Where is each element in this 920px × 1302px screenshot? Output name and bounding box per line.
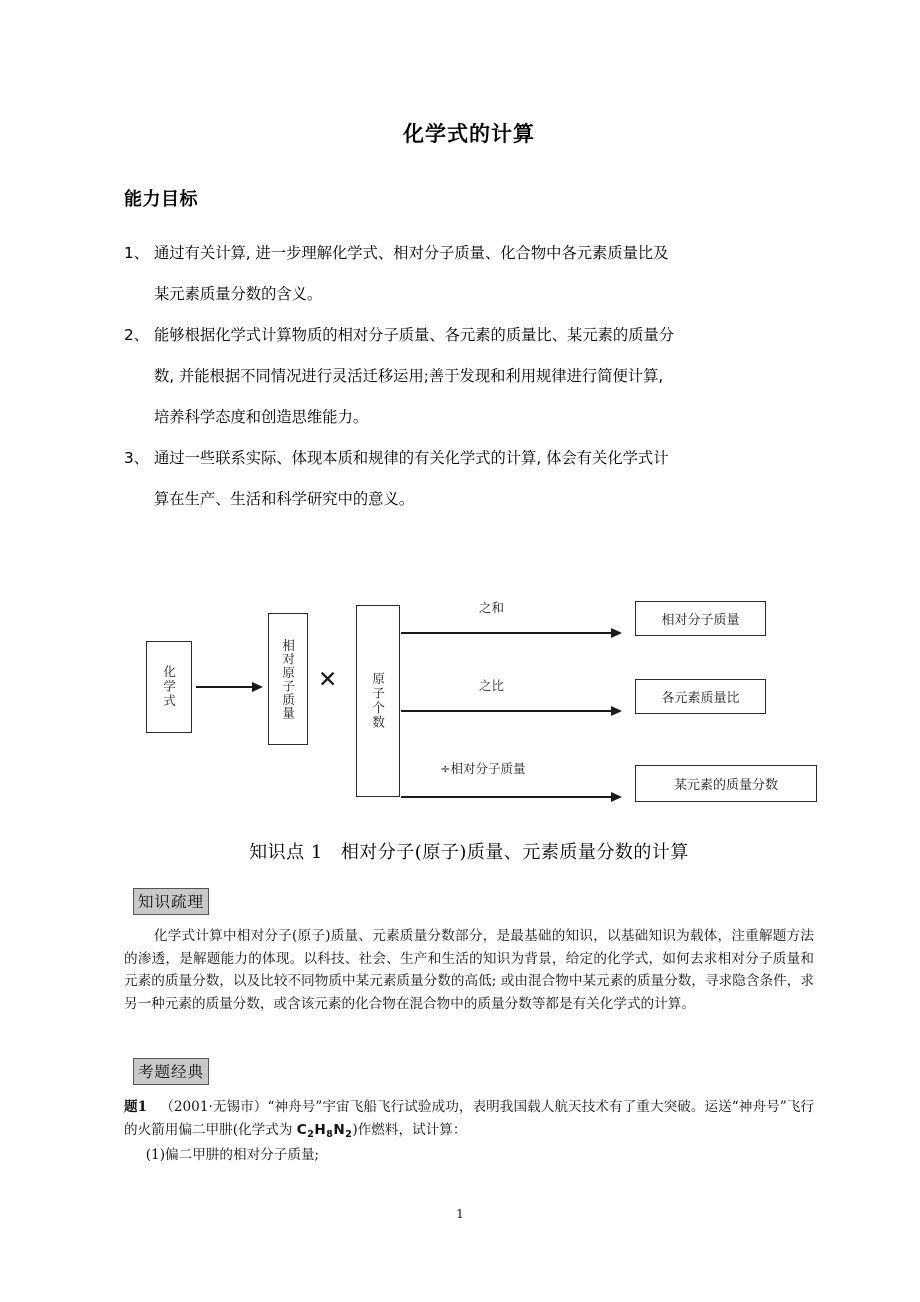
diagram-arrow-label-sum: 之和 (479, 600, 505, 615)
diagram-node-label: 相对原子质量 (280, 638, 296, 720)
diagram-arrow-label-ratio: 之比 (479, 678, 505, 693)
diagram-node-label: 原子个数 (370, 672, 386, 730)
list-item (124, 233, 814, 315)
diagram-arrow-line (401, 710, 613, 712)
tag-label: 知识疏理 (133, 888, 209, 915)
diagram-node-label: 化学式 (161, 665, 177, 709)
list-item-text (154, 315, 814, 438)
formula-element: H (314, 1121, 327, 1138)
knowledge-point-heading (124, 838, 814, 864)
problem-text-part1: “神舟号”宇宙飞船飞行试验成功，表明我国载人航天技术有了重大突破。运送“神舟号”飞行的火箭用偏二甲肼(化学式为 (124, 1099, 814, 1138)
knowledge-point-body (124, 925, 814, 1015)
multiply-icon: ✕ (318, 667, 338, 693)
problem-number: 题1 (124, 1099, 148, 1115)
list-item-text (154, 438, 814, 520)
formula-element: N (333, 1121, 346, 1138)
paragraph-text: 化学式计算中相对分子(原子)质量、元素质量分数部分，是最基础的知识，以基础知识为载体，注重解题方法的渗透，是解题能力的体现。以科技、社会、生产和生活的知识为背景，给定的化学式，如何去求相对分子质量和元素的质量分数，以及比较不同物质中某元素质量分数的高低; 或由混合物中某元素的质量分数，寻求隐含条件，求另一种元素的质量分数，或含该元素的化合物在混合物中的质量分数等都是有关化学式的计算。 (124, 928, 814, 1012)
diagram-node-element-mass-ratio (635, 679, 766, 714)
knowledge-outline-tag (133, 888, 209, 915)
diagram-node-relative-atomic-mass (268, 613, 308, 745)
list-item-number: 3、 (124, 449, 150, 467)
list-item-line: 培养科学态度和创造思维能力。 (154, 408, 369, 426)
list-item-text (154, 233, 814, 315)
page-number: 1 (456, 1206, 464, 1221)
list-item-number: 2、 (124, 326, 150, 344)
problem-sub-question: (1)偏二甲肼的相对分子质量; (145, 1147, 320, 1163)
formula-subscript: 2 (307, 1128, 315, 1140)
list-item-line: 通过有关计算, 进一步理解化学式、相对分子质量、化合物中各元素质量比及 (154, 244, 669, 262)
tag-label: 考题经典 (133, 1058, 209, 1085)
list-item-line: 数, 并能根据不同情况进行灵活迁移运用;善于发现和利用规律进行简便计算, (154, 367, 664, 385)
diagram-node-label: 各元素质量比 (661, 691, 740, 706)
list-item-line: 能够根据化学式计算物质的相对分子质量、各元素的质量比、某元素的质量分 (154, 326, 675, 344)
page-title: 化学式的计算 (403, 122, 535, 146)
chemical-formula (297, 1122, 353, 1138)
problem-text-part2: )作燃料，试计算： (352, 1121, 467, 1138)
diagram-arrow-line (401, 796, 613, 798)
diagram-node-label: 相对分子质量 (661, 613, 740, 628)
problem-source: （2001·无锡市） (160, 1099, 268, 1115)
list-item (124, 315, 814, 438)
formula-subscript: 2 (345, 1128, 353, 1140)
diagram-arrow-line (401, 632, 613, 634)
knowledge-point-title: 相对分子(原子)质量、元素质量分数的计算 (340, 842, 689, 863)
formula-element: C (296, 1121, 308, 1138)
problem-statement (124, 1096, 814, 1143)
flow-diagram (124, 586, 824, 814)
knowledge-point-label: 知识点 1 (249, 842, 323, 863)
exam-problem (124, 1096, 814, 1167)
list-item (124, 438, 814, 520)
list-item-line: 算在生产、生活和科学研究中的意义。 (154, 490, 415, 508)
diagram-node-label: 某元素的质量分数 (673, 778, 778, 793)
objectives-heading: 能力目标 (124, 189, 198, 210)
diagram-arrow-head-icon (611, 706, 622, 716)
diagram-node-relative-molecular-mass (635, 601, 766, 636)
diagram-arrow-head-icon (611, 628, 622, 638)
diagram-arrow-head-icon (252, 682, 263, 692)
list-item-line: 通过一些联系实际、体现本质和规律的有关化学式的计算, 体会有关化学式计 (154, 449, 669, 467)
objectives-list (124, 233, 814, 520)
list-item-number: 1、 (124, 244, 150, 262)
diagram-arrow-line (196, 686, 254, 688)
formula-subscript: 8 (326, 1128, 334, 1140)
diagram-node-atom-count (356, 605, 400, 797)
diagram-node-chemical-formula (146, 641, 192, 733)
exam-classics-tag (133, 1058, 209, 1085)
diagram-arrow-label-divide: ÷相对分子质量 (440, 761, 526, 776)
list-item-line: 某元素质量分数的含义。 (154, 285, 323, 303)
diagram-arrow-head-icon (611, 792, 622, 802)
diagram-node-element-mass-fraction (635, 765, 817, 802)
document-body (124, 0, 814, 520)
